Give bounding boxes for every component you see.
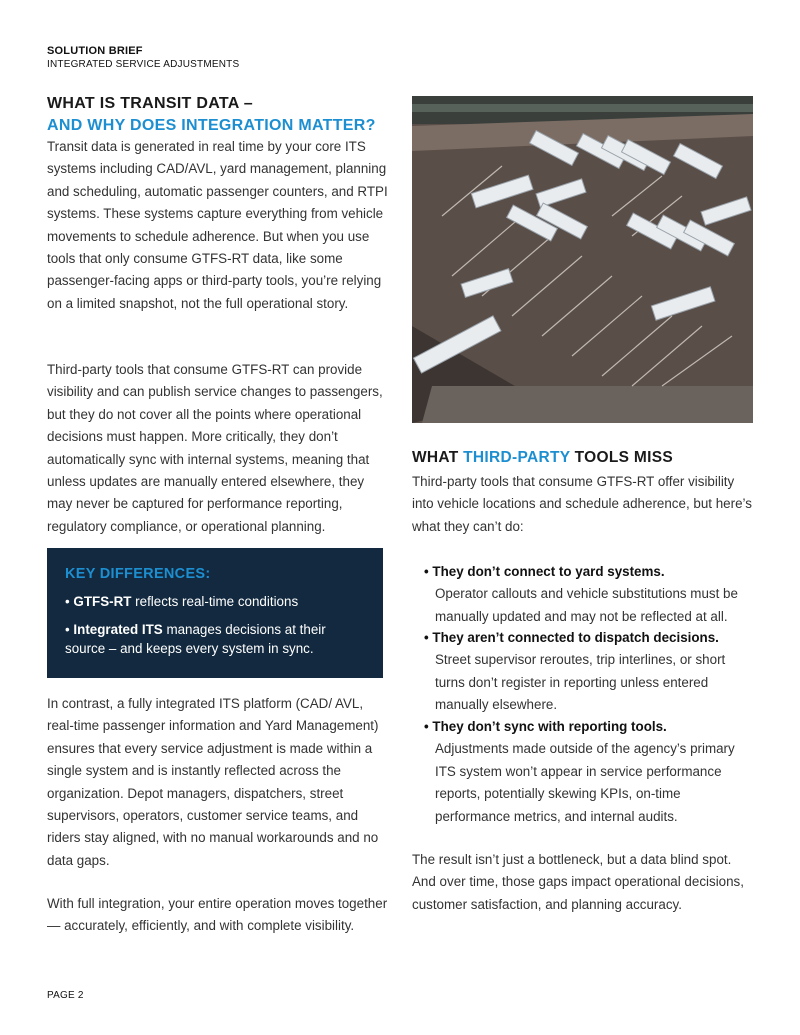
section2-title-a: WHAT	[412, 449, 464, 466]
bus-yard-photo	[412, 96, 753, 423]
section-title-line1: WHAT IS TRANSIT DATA –	[47, 95, 253, 112]
section2-title-blue: THIRD-PARTY	[463, 449, 571, 466]
key-item-integrated: • Integrated ITS manages decisions at their source – and keeps every system in sync.	[65, 622, 326, 656]
key-differences-title: KEY DIFFERENCES:	[65, 566, 211, 582]
header-subtitle: INTEGRATED SERVICE ADJUSTMENTS	[47, 59, 240, 70]
bullet-description: Adjustments made outside of the agency’s primary ITS system won’t appear in service performance reports, potentially skewing KPIs, on-time performance metrics, and internal audits.	[435, 741, 735, 824]
section2-intro: Third-party tools that consume GTFS-RT offer visibility into vehicle locations and schedule adherence, but here’s what they can’t do:	[412, 474, 752, 534]
body-paragraph-2: Third-party tools that consume GTFS-RT can provide visibility and can publish service changes to passengers, but they do not cover all the points where operational decisions must happen. More critically, they don’t automatically sync with internal systems, meaning that unless updates are manually entered elsewhere, they may never be captured for performance reporting, regulatory compliance, or operational planning.	[47, 362, 383, 534]
bullet-title: • They aren’t connected to dispatch decisions.	[424, 630, 719, 645]
key-item-gtfs-text: reflects real-time conditions	[131, 594, 299, 609]
bullet-dispatch-decisions	[424, 627, 754, 717]
key-item-gtfs: • GTFS-RT reflects real-time conditions	[65, 594, 299, 609]
bullet-title-text: They don’t connect to yard systems.	[432, 564, 665, 579]
body-paragraph-4: With full integration, your entire operation moves together — accurately, efficiently, and with complete visibility.	[47, 896, 388, 934]
bullet-title: • They don’t sync with reporting tools.	[424, 719, 667, 734]
bullet-title: • They don’t connect to yard systems.	[424, 564, 665, 579]
bullet-title-text: They aren’t connected to dispatch decisions.	[432, 630, 719, 645]
body-paragraph-3: In contrast, a fully integrated ITS platform (CAD/ AVL, real-time passenger information and Yard Management) ensures that every service adjustment is made within a single system and is instantly reflected across the organization. Depot managers, dispatchers, street supervisors, operators, customer service teams, and riders stay aligned, with no manual workarounds and no data gaps.	[47, 696, 379, 868]
body-paragraph-1: Transit data is generated in real time by your core ITS systems including CAD/AVL, yard management, planning and scheduling, automatic passenger counters, and RTPI systems. These systems capture everything from vehicle movements to schedule adherence. But when you use tools that only consume GTFS-RT data, like some passenger-facing apps or third-party tools, you’re relying on a limited snapshot, not the full operational story.	[47, 139, 388, 311]
bullet-description: Operator callouts and vehicle substitutions must be manually updated and may not be reflected at all.	[435, 586, 738, 624]
key-item-integrated-text: manages decisions at their source – and keeps every system in sync.	[65, 622, 326, 656]
bullet-yard-systems	[424, 561, 754, 628]
section2-title-b: TOOLS MISS	[570, 449, 673, 466]
key-item-integrated-bold: Integrated ITS	[73, 622, 163, 637]
bullet-reporting-tools	[424, 716, 754, 828]
header-kicker: SOLUTION BRIEF	[47, 45, 143, 57]
bullet-title-text: They don’t sync with reporting tools.	[432, 719, 667, 734]
document-header	[47, 44, 239, 72]
section-title-transit-data	[47, 93, 387, 137]
section-title-third-party	[412, 449, 673, 467]
key-differences-box	[47, 548, 383, 678]
bullet-description: Street supervisor reroutes, trip interlines, or short turns don’t register in reporting unless entered manually elsewhere.	[435, 652, 726, 713]
key-item-gtfs-bold: GTFS-RT	[73, 594, 132, 609]
section-title-line2: AND WHY DOES INTEGRATION MATTER?	[47, 117, 376, 134]
bus-yard-illustration	[412, 96, 753, 423]
closing-paragraph: The result isn’t just a bottleneck, but a data blind spot. And over time, those gaps impact operational decisions, customer satisfaction, and planning accuracy.	[412, 852, 744, 912]
page-number: PAGE 2	[47, 990, 84, 1001]
